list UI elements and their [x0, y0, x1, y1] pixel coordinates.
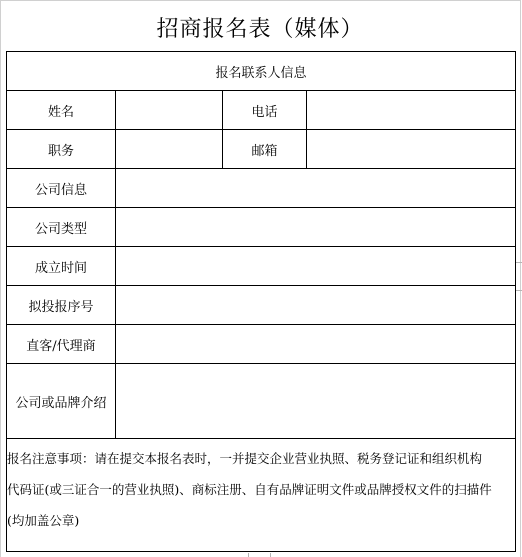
phone-field[interactable]	[307, 91, 516, 130]
notice-line: 代码证(或三证合一的营业执照)、商标注册、自有品牌证明文件或品牌授权文件的扫描件	[7, 482, 492, 497]
name-field[interactable]	[116, 91, 223, 130]
margin-tick-mark	[248, 553, 249, 557]
bid-number-row	[7, 286, 516, 325]
notice-line: 报名注意事项：请在提交本报名表时，一并提交企业营业执照、税务登记证和组织机构	[7, 451, 483, 466]
company-type-row	[7, 208, 516, 247]
email-field[interactable]	[307, 130, 516, 169]
client-agent-field[interactable]	[116, 325, 516, 364]
bid-number-label: 拟投报序号	[7, 286, 116, 325]
page-top-border	[0, 0, 520, 1]
margin-tick-mark	[270, 553, 271, 557]
founded-date-field[interactable]	[116, 247, 516, 286]
company-info-row	[7, 169, 516, 208]
founded-date-row	[7, 247, 516, 286]
position-label: 职务	[7, 130, 116, 169]
brand-intro-row	[7, 364, 516, 439]
phone-label: 电话	[223, 91, 307, 130]
registration-form-table	[6, 51, 516, 552]
section-header-row	[7, 52, 516, 91]
company-type-label: 公司类型	[7, 208, 116, 247]
contact-row-1	[7, 91, 516, 130]
contact-row-2	[7, 130, 516, 169]
notice-line: (均加盖公章)	[7, 513, 80, 528]
company-info-label: 公司信息	[7, 169, 116, 208]
company-info-field[interactable]	[116, 169, 516, 208]
section-header: 报名联系人信息	[7, 52, 516, 91]
form-title: 招商报名表（媒体）	[156, 16, 364, 42]
notice-row	[7, 439, 516, 552]
registration-notice	[7, 439, 516, 552]
email-label: 邮箱	[223, 130, 307, 169]
founded-date-label: 成立时间	[7, 247, 116, 286]
client-agent-row	[7, 325, 516, 364]
margin-tick-mark	[516, 290, 522, 291]
page-left-border	[0, 0, 1, 557]
position-field[interactable]	[116, 130, 223, 169]
brand-intro-field[interactable]	[116, 364, 516, 439]
brand-intro-label: 公司或品牌介绍	[7, 364, 116, 439]
page-right-border	[520, 0, 521, 557]
company-type-field[interactable]	[116, 208, 516, 247]
client-agent-label: 直客/代理商	[7, 325, 116, 364]
bid-number-field[interactable]	[116, 286, 516, 325]
margin-tick-mark	[516, 262, 522, 263]
name-label: 姓名	[7, 91, 116, 130]
